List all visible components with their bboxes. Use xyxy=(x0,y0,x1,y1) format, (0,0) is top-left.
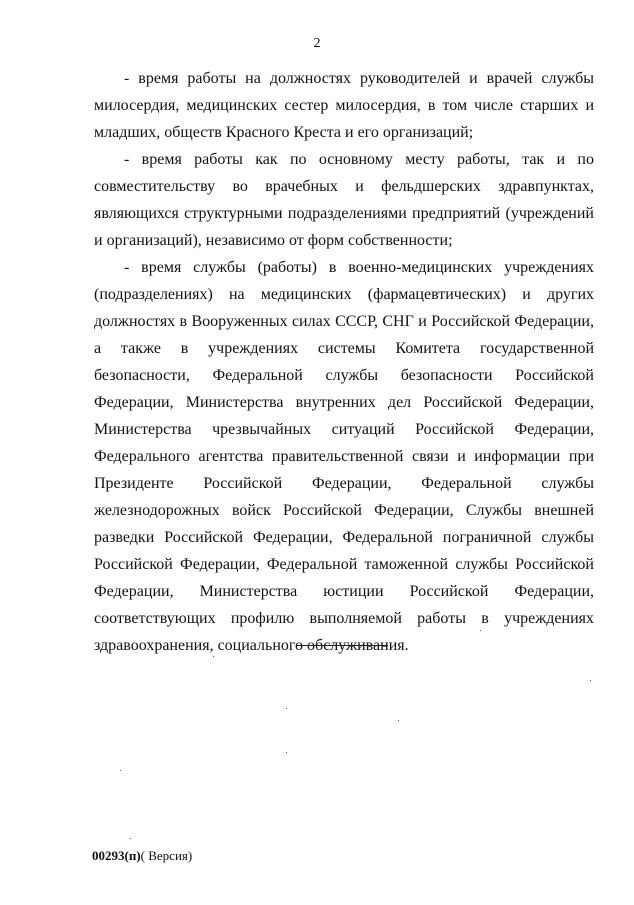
section-divider xyxy=(297,645,388,646)
scan-speck xyxy=(480,630,481,631)
scan-speck xyxy=(286,708,287,709)
document-code: 00293(п) xyxy=(92,848,141,863)
paragraph-mercy-service: - время работы на должностях руководителей и врачей службы милосердия, медицинских сестер милосердия, в том числе старших и младших, обществ Красного Креста и его организаций; xyxy=(94,70,594,141)
scan-speck xyxy=(398,720,399,721)
scan-speck xyxy=(590,680,591,681)
scan-speck xyxy=(213,656,214,657)
scan-speck xyxy=(286,752,287,753)
document-body xyxy=(94,65,594,659)
paragraph-health-posts: - время работы как по основному месту работы, так и по совместительству во врачебных и фельдшерских здравпунктах, являющихся структурными подразделениями предприятий (учреждений и организаций), независимо от форм собственности; xyxy=(94,151,594,249)
footer-document-code xyxy=(92,848,192,864)
page-number: 2 xyxy=(313,36,321,51)
scan-speck xyxy=(120,770,121,771)
version-label: ( Версия) xyxy=(140,848,193,863)
scan-speck xyxy=(130,838,131,839)
paragraph-military-medical: - время службы (работы) в военно-медицинских учреждениях (подразделениях) на медицинских (фармацевтических) и других должностях в Вооруженных силах СССР, СНГ и Российской Федерации, а также в учреждениях системы Комитета государственной безопасности, Федеральной службы безопасности Российской Федерации, Министерства внутренних дел Российской Федерации, Министерства чрезвычайных ситуаций Российской Федерации, Федерального агентства правительственной связи и информации при Президенте Российской Федерации, Федеральной службы железнодорожных войск Российской Федерации, Службы внешней разведки Российской Федерации, Федеральной пограничной службы Российской Федерации, Федеральной таможенной службы Российской Федерации, Министерства юстиции Российской Федерации, соответствующих профилю выполняемой работы в учреждениях здравоохранения, социального обслуживания. xyxy=(94,259,594,654)
